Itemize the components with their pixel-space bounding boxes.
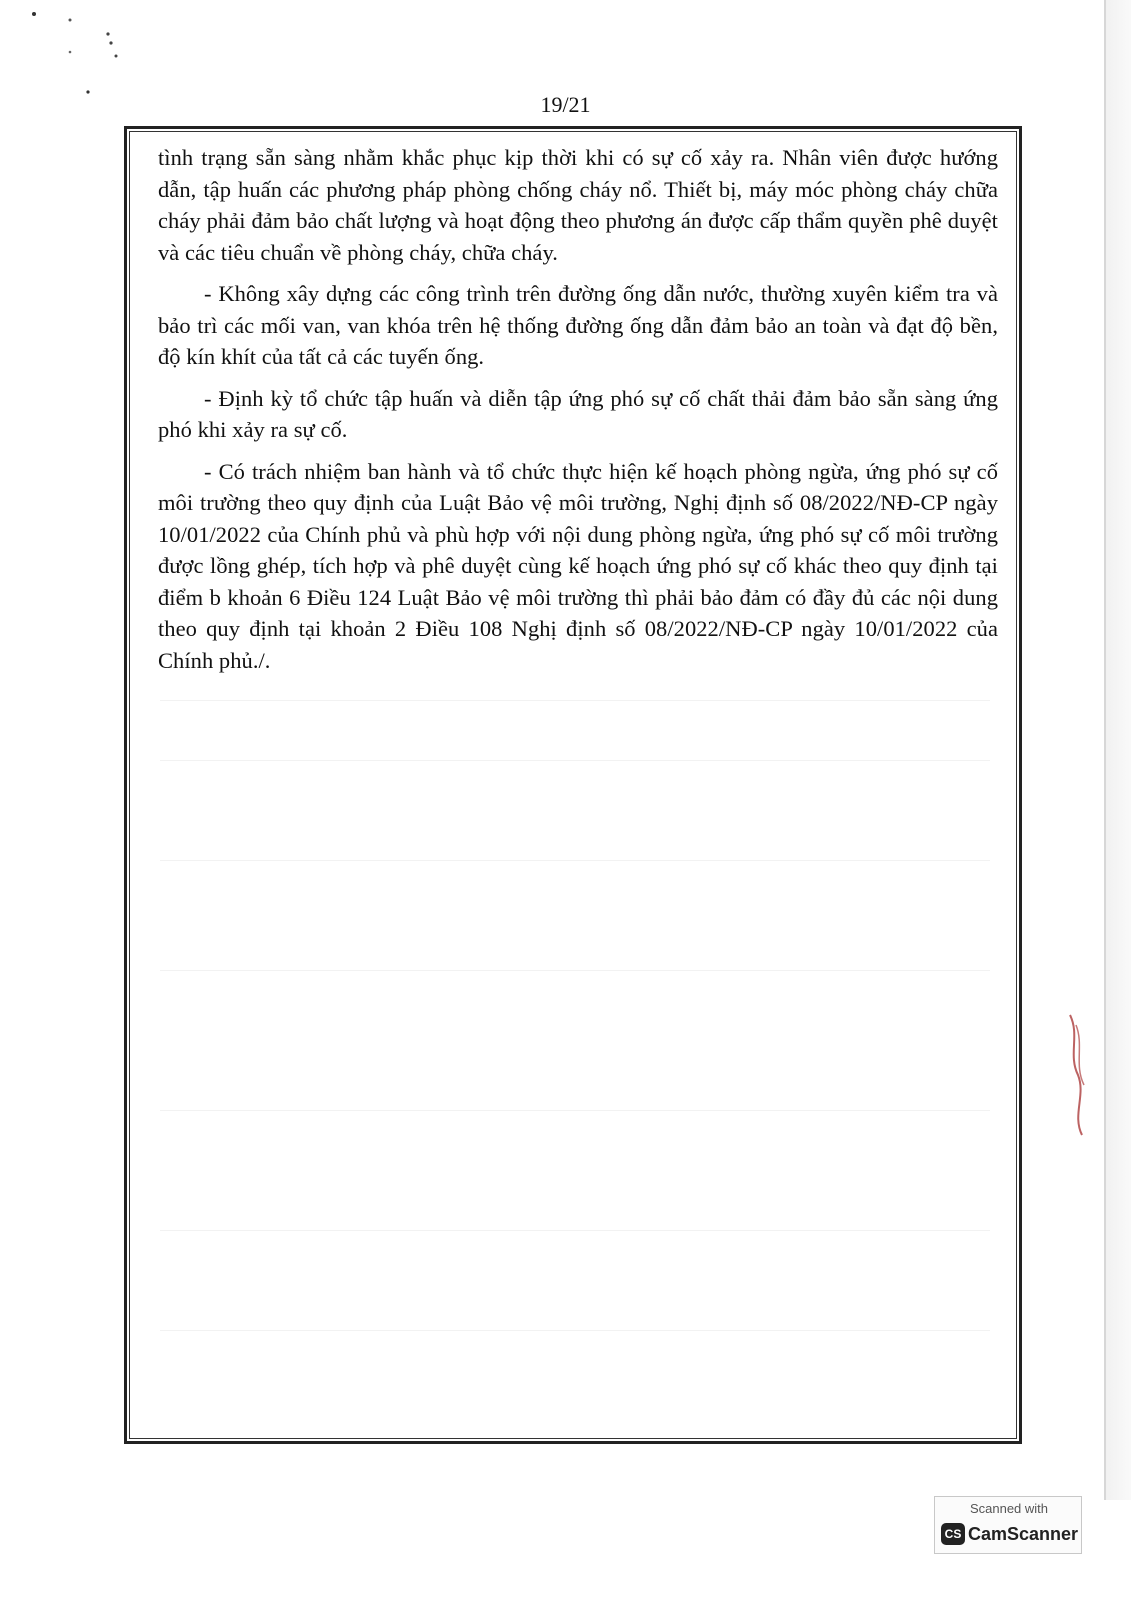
document-body (158, 142, 998, 686)
paragraph-response-plan: - Có trách nhiệm ban hành và tổ chức thực hiện kế hoạch phòng ngừa, ứng phó sự cố môi trường theo quy định của Luật Bảo vệ môi trường, Nghị định số 08/2022/NĐ-CP ngày 10/01/2022 của Chính phủ và phù hợp với nội dung phòng ngừa, ứng phó sự cố môi trường được lồng ghép, tích hợp và phê duyệt cùng kế hoạch ứng phó sự cố khác theo quy định tại điểm b khoản 6 Điều 124 Luật Bảo vệ môi trường thì phải bảo đảm có đầy đủ các nội dung theo quy định tại khoản 2 Điều 108 Nghị định số 08/2022/NĐ-CP ngày 10/01/2022 của Chính phủ./. (158, 458, 998, 673)
paragraph-training: - Định kỳ tổ chức tập huấn và diễn tập ứng phó sự cố chất thải đảm bảo sẵn sàng ứng phó khi xảy ra sự cố. (158, 385, 998, 442)
show-through-line (160, 1110, 990, 1111)
watermark-caption: Scanned with (969, 1501, 1049, 1516)
camscanner-watermark (934, 1496, 1082, 1554)
page-edge-shadow (1104, 0, 1131, 1500)
seal-edge-mark (1060, 975, 1100, 1175)
show-through-line (160, 760, 990, 761)
watermark-brand: CamScanner (968, 1524, 1079, 1544)
page-number: 19/21 (540, 92, 591, 117)
paragraph-water-pipes: - Không xây dựng các công trình trên đường ống dẫn nước, thường xuyên kiểm tra và bảo trì các mối van, van khóa trên hệ thống đường ống dẫn đảm bảo an toàn và đạt độ bền, độ kín khít của tất cả các tuyến ống. (158, 281, 998, 369)
show-through-line (160, 1330, 990, 1331)
paragraph-fire-safety: tình trạng sẵn sàng nhằm khắc phục kịp thời khi có sự cố xảy ra. Nhân viên được hướng dẫn, tập huấn các phương pháp phòng chống cháy nổ. Thiết bị, máy móc phòng cháy chữa cháy phải đảm bảo chất lượng và hoạt động theo phương án được cấp thẩm quyền phê duyệt và các tiêu chuẩn về phòng cháy, chữa cháy. (158, 145, 998, 265)
show-through-line (160, 970, 990, 971)
show-through-line (160, 700, 990, 701)
show-through-line (160, 860, 990, 861)
camscanner-logo-icon: CS (941, 1523, 965, 1545)
scan-speckles (30, 6, 130, 96)
show-through-line (160, 1230, 990, 1231)
